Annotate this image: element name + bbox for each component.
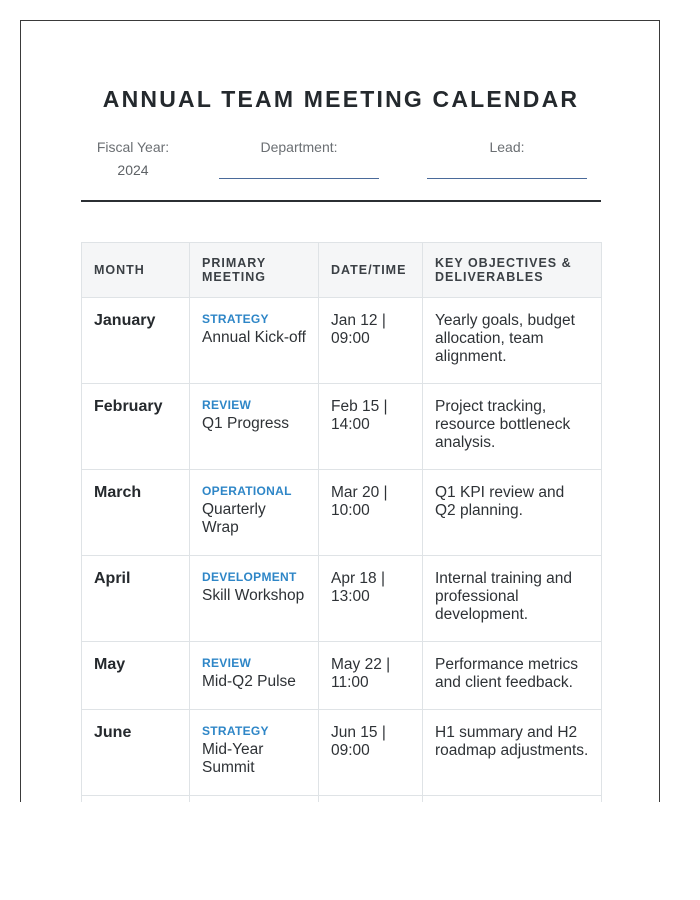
meeting-cell	[190, 710, 319, 796]
month-cell: May	[82, 642, 190, 710]
fiscal-year-label: Fiscal Year:	[96, 139, 170, 155]
objectives-cell: Q1 KPI review and Q2 planning.	[423, 470, 602, 556]
meeting-name: Skill Workshop	[202, 587, 305, 604]
datetime-cell: Jun 15 | 09:00	[319, 710, 423, 796]
table-row	[82, 796, 602, 803]
datetime-cell	[319, 796, 423, 803]
table-row	[82, 470, 602, 556]
meeting-cell	[190, 796, 319, 803]
datetime-cell: Mar 20 | 10:00	[319, 470, 423, 556]
meeting-type-tag: STRATEGY	[202, 312, 269, 326]
lead-input-line[interactable]	[427, 178, 587, 179]
meeting-type-tag: DEVELOPMENT	[202, 570, 297, 584]
table-row	[82, 384, 602, 470]
meeting-cell	[190, 298, 319, 384]
column-header-month: MONTH	[82, 243, 190, 298]
meeting-name: Mid-Q2 Pulse	[202, 673, 296, 690]
table-row	[82, 556, 602, 642]
month-cell: February	[82, 384, 190, 470]
department-label: Department:	[260, 139, 338, 155]
meeting-type-tag: OPERATIONAL	[202, 484, 292, 498]
fiscal-year-value: 2024	[117, 162, 149, 178]
datetime-cell: May 22 | 11:00	[319, 642, 423, 710]
datetime-cell: Jan 12 | 09:00	[319, 298, 423, 384]
table-row	[82, 710, 602, 796]
datetime-cell: Feb 15 | 14:00	[319, 384, 423, 470]
month-cell: January	[82, 298, 190, 384]
meeting-name: Mid-Year Summit	[202, 741, 264, 776]
month-cell: April	[82, 556, 190, 642]
month-cell: March	[82, 470, 190, 556]
column-header-meeting: PRIMARY MEETING	[190, 243, 319, 298]
objectives-cell	[423, 796, 602, 803]
meeting-table	[81, 242, 602, 802]
objectives-cell: Project tracking, resource bottleneck analysis.	[423, 384, 602, 470]
objectives-cell: H1 summary and H2 roadmap adjustments.	[423, 710, 602, 796]
document-page	[20, 20, 660, 802]
department-field[interactable]	[219, 137, 379, 179]
meeting-cell	[190, 384, 319, 470]
meeting-name: Q1 Progress	[202, 415, 290, 432]
department-input-line[interactable]	[219, 178, 379, 179]
datetime-cell: Apr 18 | 13:00	[319, 556, 423, 642]
column-header-objectives: KEY OBJECTIVES & DELIVERABLES	[423, 243, 602, 298]
meeting-type-tag: STRATEGY	[202, 724, 269, 738]
objectives-cell: Performance metrics and client feedback.	[423, 642, 602, 710]
page-title: ANNUAL TEAM MEETING CALENDAR	[102, 86, 580, 112]
table-row	[82, 642, 602, 710]
fiscal-year-field	[81, 137, 185, 180]
month-cell	[82, 796, 190, 803]
table-header-row	[82, 243, 602, 298]
meeting-name: Quarterly Wrap	[202, 501, 266, 536]
meeting-cell	[190, 642, 319, 710]
meeting-type-tag: REVIEW	[202, 398, 252, 412]
month-cell: June	[82, 710, 190, 796]
column-header-datetime: DATE/TIME	[319, 243, 423, 298]
lead-label: Lead:	[489, 139, 525, 155]
meta-fields	[81, 137, 601, 187]
meeting-cell	[190, 556, 319, 642]
table-row	[82, 298, 602, 384]
meeting-name: Annual Kick-off	[202, 329, 306, 346]
objectives-cell: Yearly goals, budget allocation, team alignment.	[423, 298, 602, 384]
meeting-type-tag: REVIEW	[202, 656, 252, 670]
meeting-cell	[190, 470, 319, 556]
lead-field[interactable]	[427, 137, 587, 179]
header-divider	[81, 200, 601, 202]
objectives-cell: Internal training and professional development.	[423, 556, 602, 642]
